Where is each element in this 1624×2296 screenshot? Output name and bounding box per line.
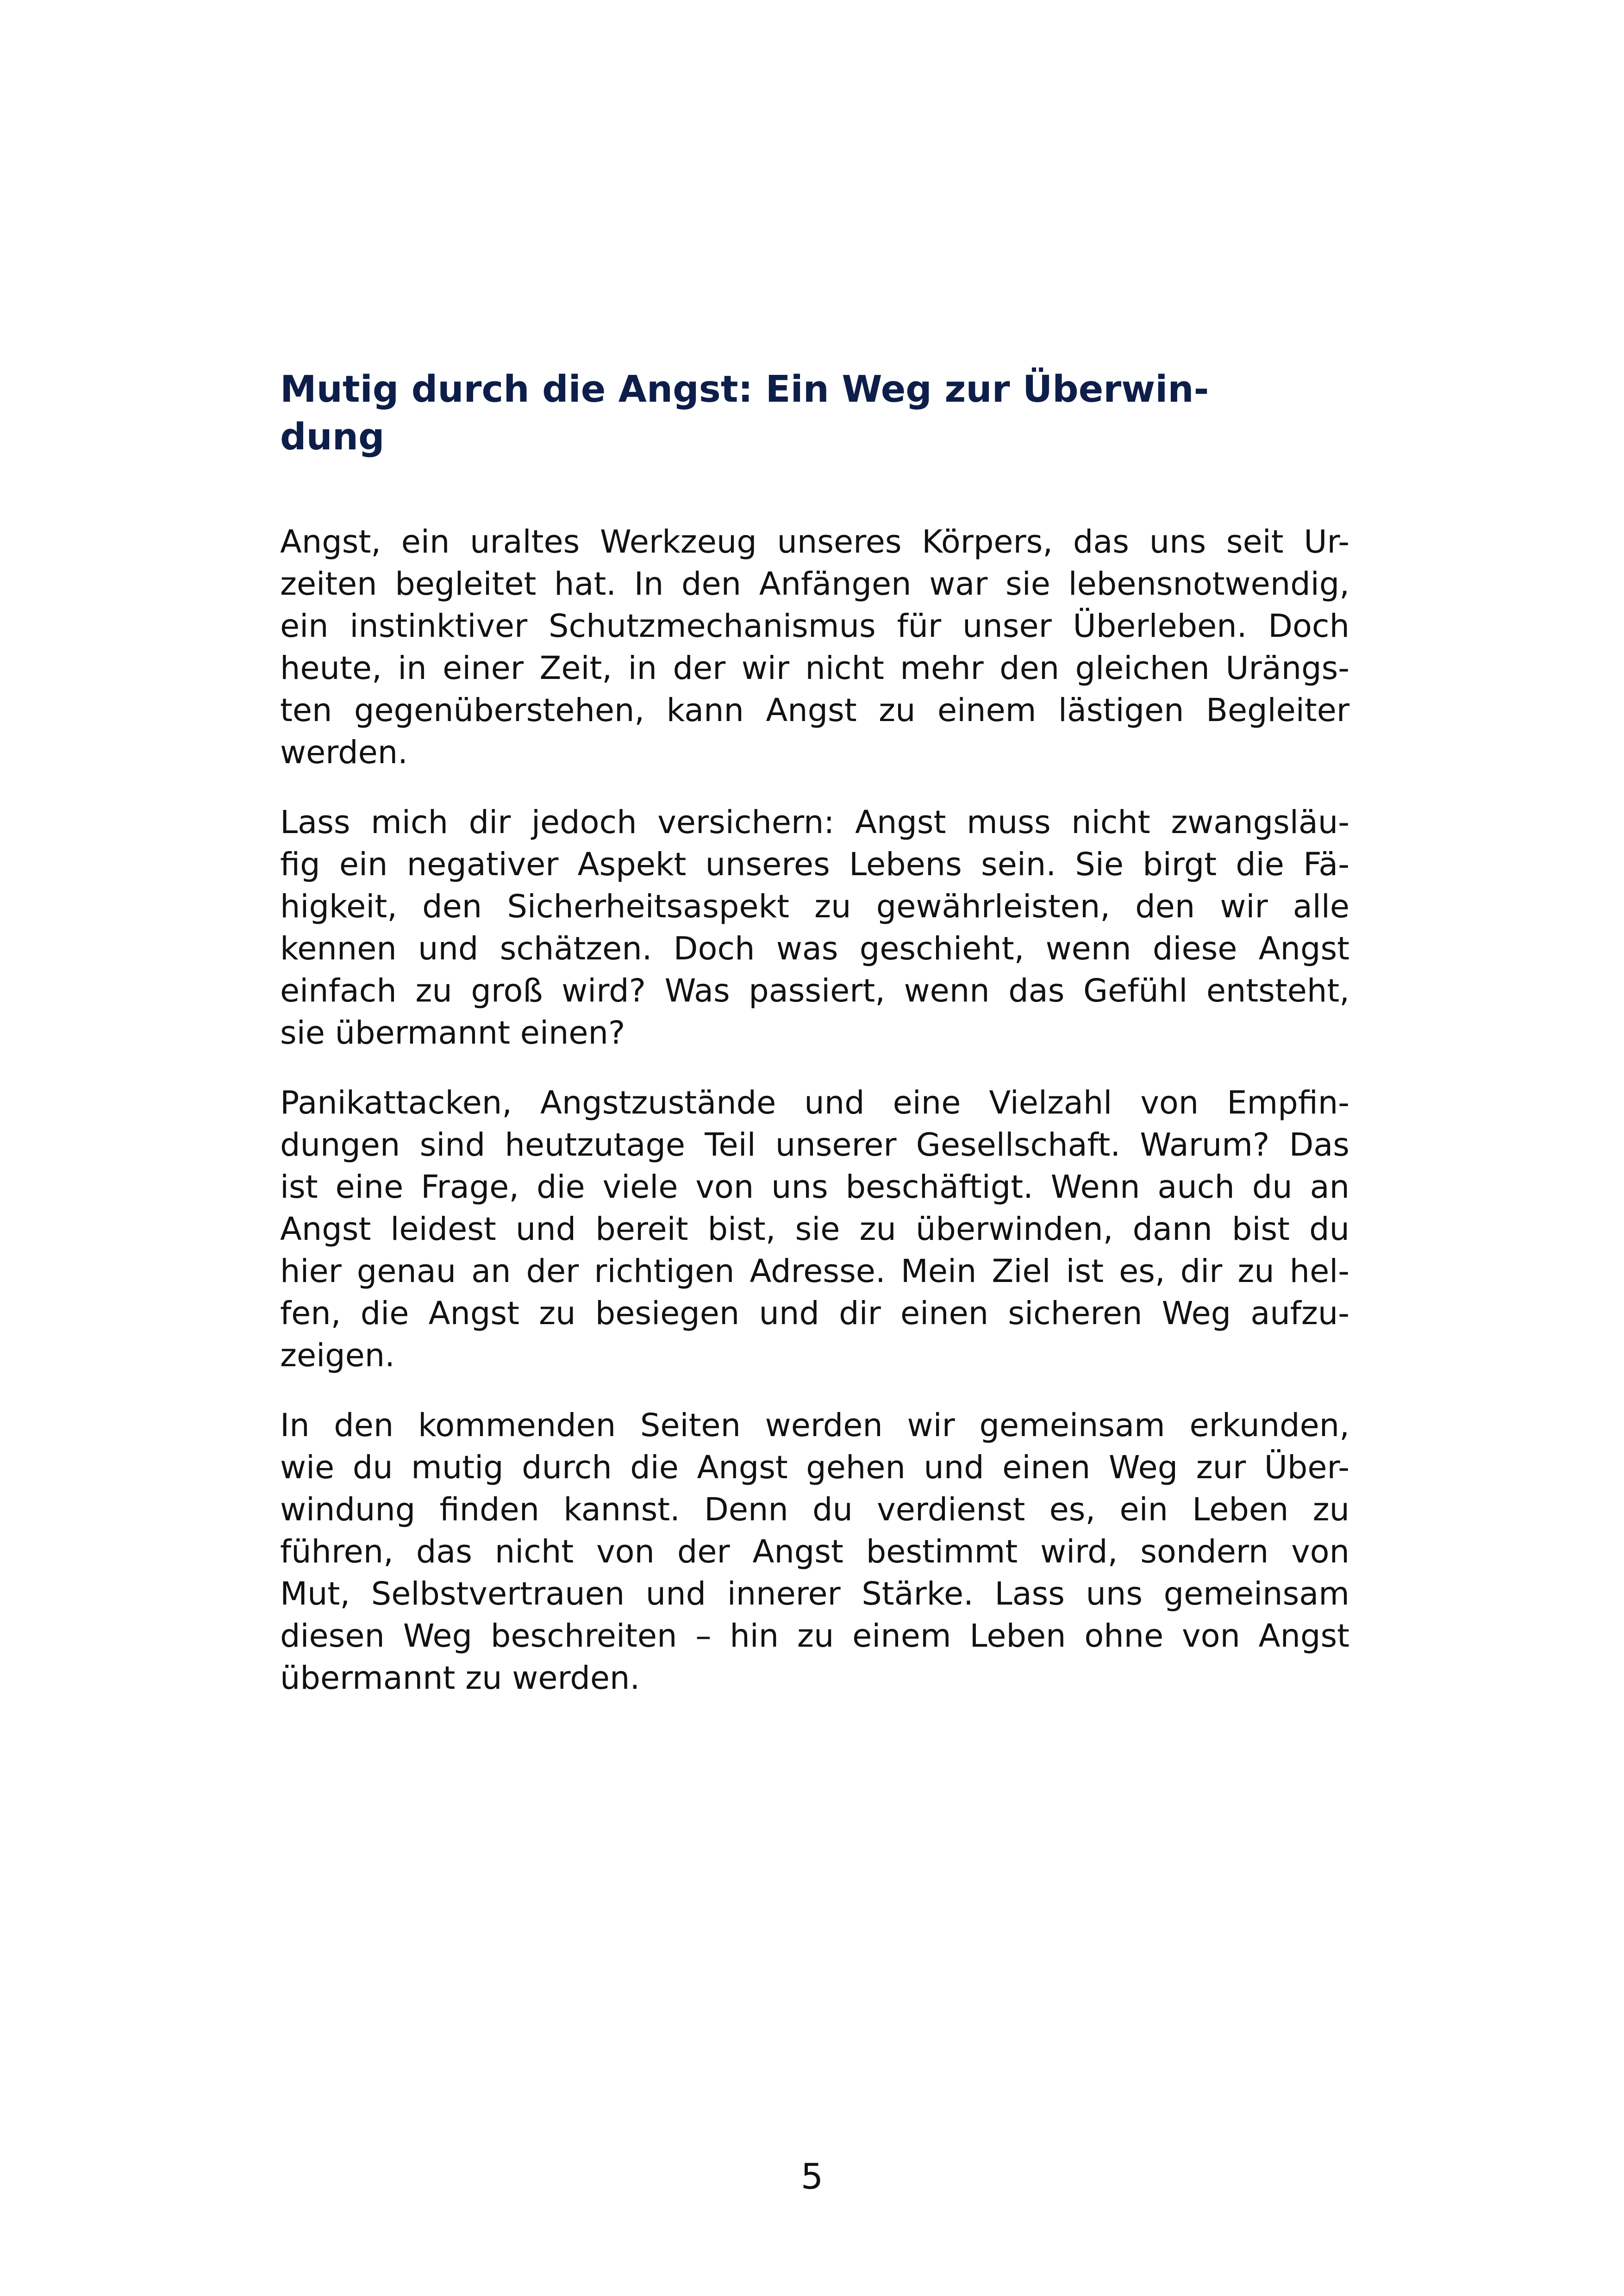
text-line: zeiten begleitet hat. In den Anfängen war sie lebensnotwendig, [280,566,1349,603]
text-line: higkeit, den Sicherheitsaspekt zu gewährleisten, den wir alle [280,888,1349,925]
text-line: Mut, Selbstvertrauen und innerer Stärke. Lass uns gemeinsam [280,1575,1349,1612]
text-line: sie übermannt einen? [280,1014,625,1052]
text-line: übermannt zu werden. [280,1660,640,1697]
text-line: diesen Weg beschreiten – hin zu einem Leben ohne von Angst [280,1618,1349,1655]
text-line: fig ein negativer Aspekt unseres Lebens sein. Sie birgt die Fä- [280,846,1349,883]
text-line: ein instinktiver Schutzmechanismus für unser Überleben. Doch [280,608,1349,645]
text-line: einfach zu groß wird? Was passiert, wenn das Gefühl entsteht, [280,972,1349,1009]
chapter-title-line: dung [280,416,385,458]
page-content [280,366,1349,1727]
text-line: zeigen. [280,1337,395,1374]
chapter-title [280,366,1349,461]
text-line: ten gegenüberstehen, kann Angst zu einem lästigen Begleiter [280,692,1349,729]
text-line: windung finden kannst. Denn du verdienst es, ein Leben zu [280,1491,1349,1528]
paragraph-2 [280,802,1349,1054]
paragraph-3 [280,1082,1349,1377]
paragraph-1 [280,521,1349,774]
text-line: führen, das nicht von der Angst bestimmt wird, sondern von [280,1533,1349,1570]
text-line: Angst, ein uraltes Werkzeug unseres Körpers, das uns seit Ur- [280,523,1349,560]
chapter-title-line: Mutig durch die Angst: Ein Weg zur Überwin- [280,368,1209,411]
text-line: Panikattacken, Angstzustände und eine Vielzahl von Empfin- [280,1084,1349,1121]
text-line: Lass mich dir jedoch versichern: Angst muss nicht zwangsläu- [280,804,1349,841]
text-line: wie du mutig durch die Angst gehen und einen Weg zur Über- [280,1449,1349,1486]
body-text [280,521,1349,1699]
paragraph-4 [280,1405,1349,1699]
text-line: dungen sind heutzutage Teil unserer Gesellschaft. Warum? Das [280,1126,1349,1164]
text-line: kennen und schätzen. Doch was geschieht, wenn diese Angst [280,930,1349,967]
text-line: Angst leidest und bereit bist, sie zu überwinden, dann bist du [280,1211,1349,1248]
page-number: 5 [800,2156,824,2197]
text-line: fen, die Angst zu besiegen und dir einen sicheren Weg aufzu- [280,1295,1349,1332]
text-line: In den kommenden Seiten werden wir gemeinsam erkunden, [280,1407,1349,1444]
text-line: hier genau an der richtigen Adresse. Mein Ziel ist es, dir zu hel- [280,1253,1349,1290]
text-line: heute, in einer Zeit, in der wir nicht mehr den gleichen Urängs- [280,650,1349,687]
text-line: werden. [280,734,408,771]
text-line: ist eine Frage, die viele von uns beschäftigt. Wenn auch du an [280,1169,1349,1206]
